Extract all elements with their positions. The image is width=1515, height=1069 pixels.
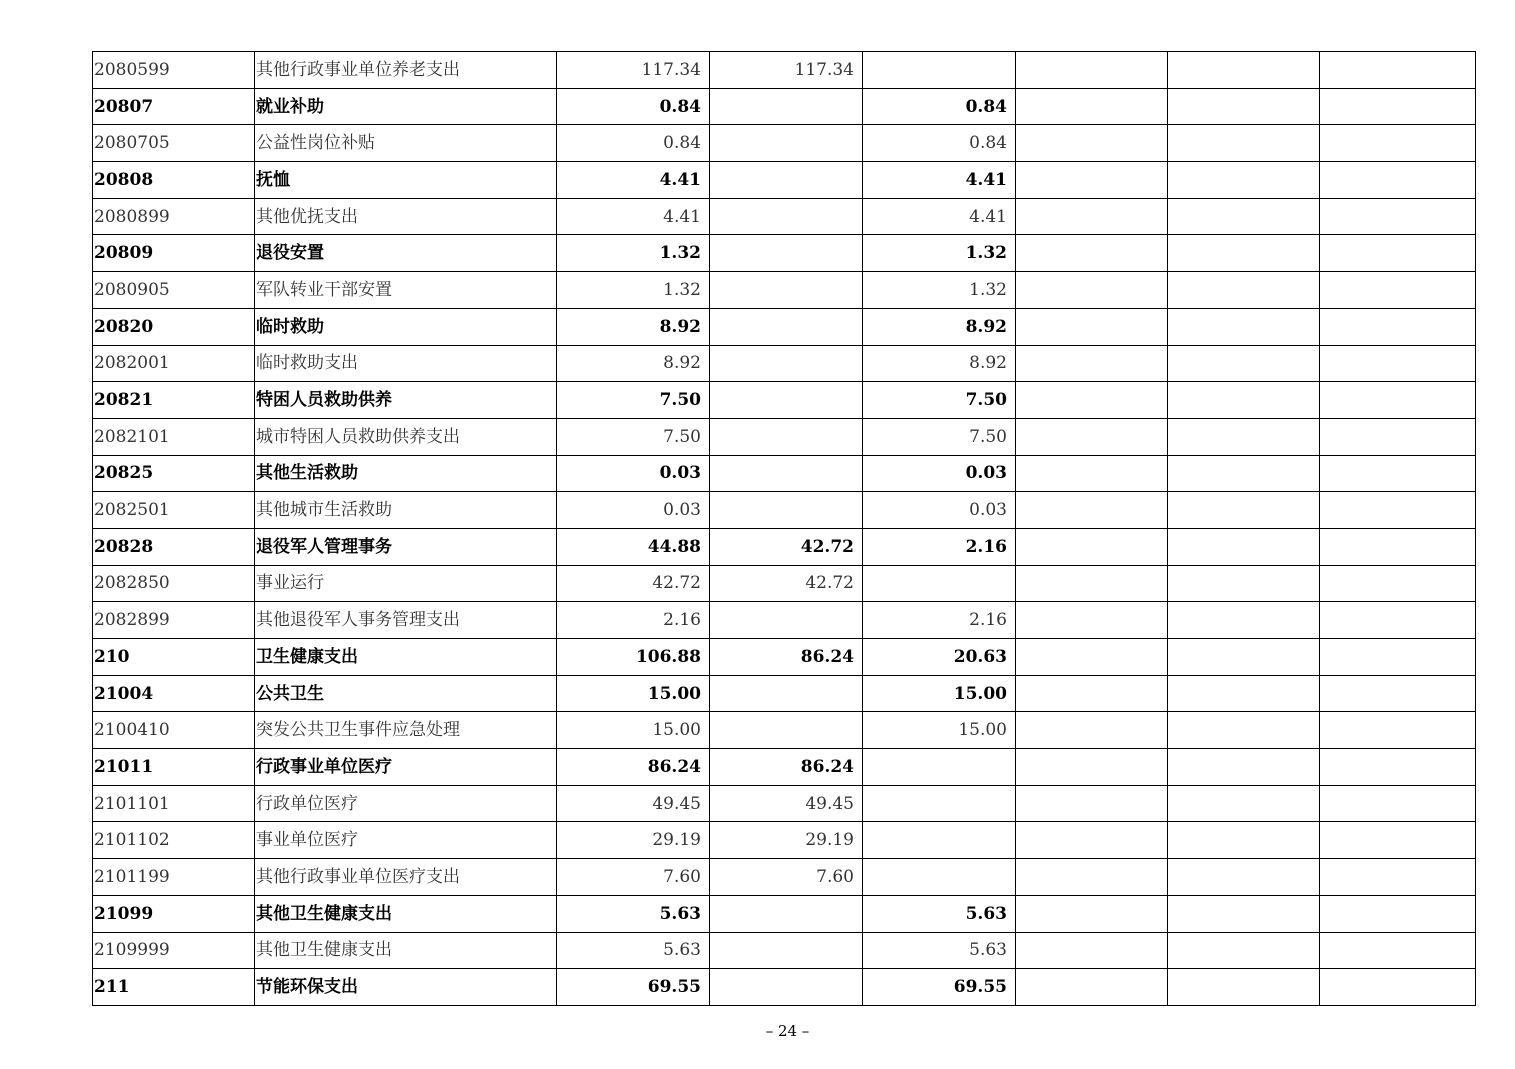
cell-empty (1016, 602, 1168, 639)
cell-code: 2080905 (93, 272, 255, 309)
cell-name: 就业补助 (255, 88, 557, 125)
table-row (93, 859, 1476, 896)
cell-name: 其他行政事业单位养老支出 (255, 52, 557, 89)
cell-basic (710, 675, 863, 712)
table-row (93, 602, 1476, 639)
cell-total: 0.03 (557, 492, 710, 529)
cell-total: 4.41 (557, 162, 710, 199)
table-row (93, 125, 1476, 162)
cell-code: 20821 (93, 382, 255, 419)
cell-total: 117.34 (557, 52, 710, 89)
cell-total: 7.50 (557, 418, 710, 455)
cell-empty (1168, 455, 1320, 492)
cell-basic (710, 382, 863, 419)
cell-empty (1016, 639, 1168, 676)
cell-project (863, 822, 1016, 859)
cell-total: 15.00 (557, 675, 710, 712)
cell-name: 临时救助 (255, 308, 557, 345)
cell-basic (710, 712, 863, 749)
cell-project: 69.55 (863, 969, 1016, 1006)
cell-project (863, 52, 1016, 89)
cell-code: 20809 (93, 235, 255, 272)
cell-name: 公益性岗位补贴 (255, 125, 557, 162)
cell-basic: 42.72 (710, 565, 863, 602)
cell-empty (1320, 418, 1476, 455)
cell-basic (710, 272, 863, 309)
cell-basic (710, 602, 863, 639)
cell-total: 8.92 (557, 345, 710, 382)
table-row (93, 272, 1476, 309)
cell-total: 7.50 (557, 382, 710, 419)
cell-code: 2100410 (93, 712, 255, 749)
table-row (93, 895, 1476, 932)
cell-empty (1168, 52, 1320, 89)
cell-basic (710, 198, 863, 235)
cell-name: 卫生健康支出 (255, 639, 557, 676)
cell-basic (710, 88, 863, 125)
table-row (93, 162, 1476, 199)
cell-empty (1016, 492, 1168, 529)
table-row (93, 455, 1476, 492)
cell-basic: 7.60 (710, 859, 863, 896)
cell-code: 2082899 (93, 602, 255, 639)
cell-total: 29.19 (557, 822, 710, 859)
cell-empty (1016, 272, 1168, 309)
cell-empty (1016, 822, 1168, 859)
cell-basic: 117.34 (710, 52, 863, 89)
cell-empty (1320, 308, 1476, 345)
table-row (93, 822, 1476, 859)
cell-name: 城市特困人员救助供养支出 (255, 418, 557, 455)
cell-project: 2.16 (863, 528, 1016, 565)
table-row (93, 565, 1476, 602)
cell-empty (1320, 198, 1476, 235)
table-row (93, 198, 1476, 235)
cell-total: 42.72 (557, 565, 710, 602)
table-row (93, 785, 1476, 822)
cell-empty (1016, 235, 1168, 272)
table-row (93, 418, 1476, 455)
cell-total: 86.24 (557, 749, 710, 786)
cell-empty (1320, 712, 1476, 749)
cell-basic (710, 308, 863, 345)
cell-name: 其他卫生健康支出 (255, 932, 557, 969)
cell-empty (1168, 492, 1320, 529)
cell-project: 4.41 (863, 162, 1016, 199)
cell-project: 5.63 (863, 932, 1016, 969)
table-row (93, 932, 1476, 969)
cell-empty (1016, 308, 1168, 345)
cell-empty (1168, 712, 1320, 749)
table-row (93, 345, 1476, 382)
cell-empty (1320, 88, 1476, 125)
table-row (93, 235, 1476, 272)
cell-empty (1168, 822, 1320, 859)
table-row (93, 492, 1476, 529)
cell-code: 2080705 (93, 125, 255, 162)
cell-name: 其他退役军人事务管理支出 (255, 602, 557, 639)
cell-project: 0.03 (863, 455, 1016, 492)
cell-name: 抚恤 (255, 162, 557, 199)
cell-empty (1320, 528, 1476, 565)
cell-code: 20820 (93, 308, 255, 345)
table-body (93, 52, 1476, 1006)
cell-basic: 42.72 (710, 528, 863, 565)
cell-empty (1168, 675, 1320, 712)
cell-code: 2082850 (93, 565, 255, 602)
cell-project (863, 565, 1016, 602)
cell-empty (1016, 382, 1168, 419)
cell-total: 44.88 (557, 528, 710, 565)
cell-empty (1168, 345, 1320, 382)
cell-name: 突发公共卫生事件应急处理 (255, 712, 557, 749)
cell-total: 69.55 (557, 969, 710, 1006)
cell-empty (1168, 602, 1320, 639)
cell-code: 2082501 (93, 492, 255, 529)
cell-code: 2101102 (93, 822, 255, 859)
cell-empty (1168, 749, 1320, 786)
cell-empty (1168, 565, 1320, 602)
cell-empty (1320, 455, 1476, 492)
cell-name: 节能环保支出 (255, 969, 557, 1006)
cell-empty (1168, 859, 1320, 896)
cell-project: 0.84 (863, 125, 1016, 162)
cell-project: 8.92 (863, 345, 1016, 382)
cell-project: 20.63 (863, 639, 1016, 676)
table-row (93, 712, 1476, 749)
cell-empty (1016, 455, 1168, 492)
cell-project: 5.63 (863, 895, 1016, 932)
cell-name: 事业运行 (255, 565, 557, 602)
cell-total: 0.03 (557, 455, 710, 492)
cell-basic: 49.45 (710, 785, 863, 822)
cell-name: 行政事业单位医疗 (255, 749, 557, 786)
cell-empty (1016, 565, 1168, 602)
cell-empty (1168, 308, 1320, 345)
cell-empty (1320, 675, 1476, 712)
cell-empty (1168, 895, 1320, 932)
cell-code: 2101101 (93, 785, 255, 822)
table-row (93, 52, 1476, 89)
cell-basic (710, 455, 863, 492)
cell-code: 21004 (93, 675, 255, 712)
cell-empty (1016, 345, 1168, 382)
cell-empty (1320, 969, 1476, 1006)
cell-empty (1168, 785, 1320, 822)
cell-basic (710, 345, 863, 382)
cell-name: 军队转业干部安置 (255, 272, 557, 309)
cell-empty (1168, 198, 1320, 235)
cell-project (863, 859, 1016, 896)
cell-project: 1.32 (863, 235, 1016, 272)
cell-project: 8.92 (863, 308, 1016, 345)
cell-empty (1320, 235, 1476, 272)
cell-empty (1016, 785, 1168, 822)
cell-basic: 86.24 (710, 749, 863, 786)
cell-empty (1320, 749, 1476, 786)
cell-empty (1168, 272, 1320, 309)
cell-empty (1016, 675, 1168, 712)
cell-empty (1168, 932, 1320, 969)
cell-empty (1016, 528, 1168, 565)
cell-code: 20807 (93, 88, 255, 125)
cell-empty (1320, 639, 1476, 676)
cell-name: 退役安置 (255, 235, 557, 272)
cell-empty (1320, 52, 1476, 89)
cell-project: 0.84 (863, 88, 1016, 125)
cell-empty (1320, 822, 1476, 859)
cell-project: 2.16 (863, 602, 1016, 639)
cell-total: 0.84 (557, 125, 710, 162)
cell-code: 211 (93, 969, 255, 1006)
cell-empty (1016, 198, 1168, 235)
cell-total: 15.00 (557, 712, 710, 749)
cell-basic (710, 932, 863, 969)
cell-empty (1320, 565, 1476, 602)
cell-empty (1320, 162, 1476, 199)
cell-empty (1016, 418, 1168, 455)
cell-total: 2.16 (557, 602, 710, 639)
cell-basic: 86.24 (710, 639, 863, 676)
cell-code: 20808 (93, 162, 255, 199)
cell-empty (1168, 528, 1320, 565)
cell-name: 特困人员救助供养 (255, 382, 557, 419)
cell-empty (1016, 859, 1168, 896)
cell-empty (1016, 969, 1168, 1006)
page-number: – 24 – (765, 1022, 810, 1040)
cell-basic (710, 492, 863, 529)
table-row (93, 382, 1476, 419)
cell-empty (1320, 492, 1476, 529)
table-row (93, 308, 1476, 345)
cell-empty (1320, 932, 1476, 969)
cell-name: 其他行政事业单位医疗支出 (255, 859, 557, 896)
cell-empty (1168, 235, 1320, 272)
cell-empty (1320, 382, 1476, 419)
budget-expenditure-table (92, 51, 1476, 1006)
table-row (93, 969, 1476, 1006)
cell-basic (710, 969, 863, 1006)
table-row (93, 639, 1476, 676)
cell-code: 2080899 (93, 198, 255, 235)
cell-code: 2101199 (93, 859, 255, 896)
cell-project: 7.50 (863, 418, 1016, 455)
cell-empty (1168, 969, 1320, 1006)
table-row (93, 675, 1476, 712)
cell-code: 20825 (93, 455, 255, 492)
cell-empty (1320, 859, 1476, 896)
cell-empty (1168, 382, 1320, 419)
cell-empty (1016, 712, 1168, 749)
cell-basic (710, 235, 863, 272)
cell-total: 8.92 (557, 308, 710, 345)
cell-empty (1016, 895, 1168, 932)
cell-code: 20828 (93, 528, 255, 565)
cell-code: 2109999 (93, 932, 255, 969)
cell-empty (1168, 418, 1320, 455)
cell-project: 7.50 (863, 382, 1016, 419)
cell-code: 2082101 (93, 418, 255, 455)
cell-project: 4.41 (863, 198, 1016, 235)
cell-empty (1016, 162, 1168, 199)
cell-code: 2082001 (93, 345, 255, 382)
cell-empty (1168, 125, 1320, 162)
cell-empty (1168, 162, 1320, 199)
cell-empty (1320, 345, 1476, 382)
cell-basic (710, 125, 863, 162)
cell-basic (710, 895, 863, 932)
cell-empty (1168, 639, 1320, 676)
cell-name: 退役军人管理事务 (255, 528, 557, 565)
cell-name: 事业单位医疗 (255, 822, 557, 859)
cell-empty (1016, 932, 1168, 969)
cell-total: 0.84 (557, 88, 710, 125)
table-row (93, 528, 1476, 565)
cell-empty (1016, 125, 1168, 162)
cell-name: 其他卫生健康支出 (255, 895, 557, 932)
cell-empty (1016, 88, 1168, 125)
cell-empty (1016, 52, 1168, 89)
table-row (93, 749, 1476, 786)
cell-basic (710, 418, 863, 455)
cell-name: 其他优抚支出 (255, 198, 557, 235)
cell-total: 106.88 (557, 639, 710, 676)
cell-basic: 29.19 (710, 822, 863, 859)
cell-empty (1320, 272, 1476, 309)
cell-total: 4.41 (557, 198, 710, 235)
cell-total: 5.63 (557, 895, 710, 932)
cell-empty (1016, 749, 1168, 786)
cell-empty (1320, 602, 1476, 639)
cell-project: 15.00 (863, 712, 1016, 749)
cell-total: 1.32 (557, 272, 710, 309)
cell-name: 临时救助支出 (255, 345, 557, 382)
cell-code: 21099 (93, 895, 255, 932)
cell-name: 其他城市生活救助 (255, 492, 557, 529)
cell-project (863, 785, 1016, 822)
cell-total: 5.63 (557, 932, 710, 969)
cell-empty (1320, 785, 1476, 822)
cell-code: 210 (93, 639, 255, 676)
cell-total: 7.60 (557, 859, 710, 896)
cell-name: 其他生活救助 (255, 455, 557, 492)
cell-name: 公共卫生 (255, 675, 557, 712)
table-row (93, 88, 1476, 125)
cell-project: 0.03 (863, 492, 1016, 529)
cell-project (863, 749, 1016, 786)
cell-project: 1.32 (863, 272, 1016, 309)
cell-basic (710, 162, 863, 199)
cell-empty (1320, 125, 1476, 162)
cell-total: 1.32 (557, 235, 710, 272)
cell-empty (1168, 88, 1320, 125)
cell-empty (1320, 895, 1476, 932)
cell-code: 21011 (93, 749, 255, 786)
cell-project: 15.00 (863, 675, 1016, 712)
cell-name: 行政单位医疗 (255, 785, 557, 822)
cell-code: 2080599 (93, 52, 255, 89)
cell-total: 49.45 (557, 785, 710, 822)
